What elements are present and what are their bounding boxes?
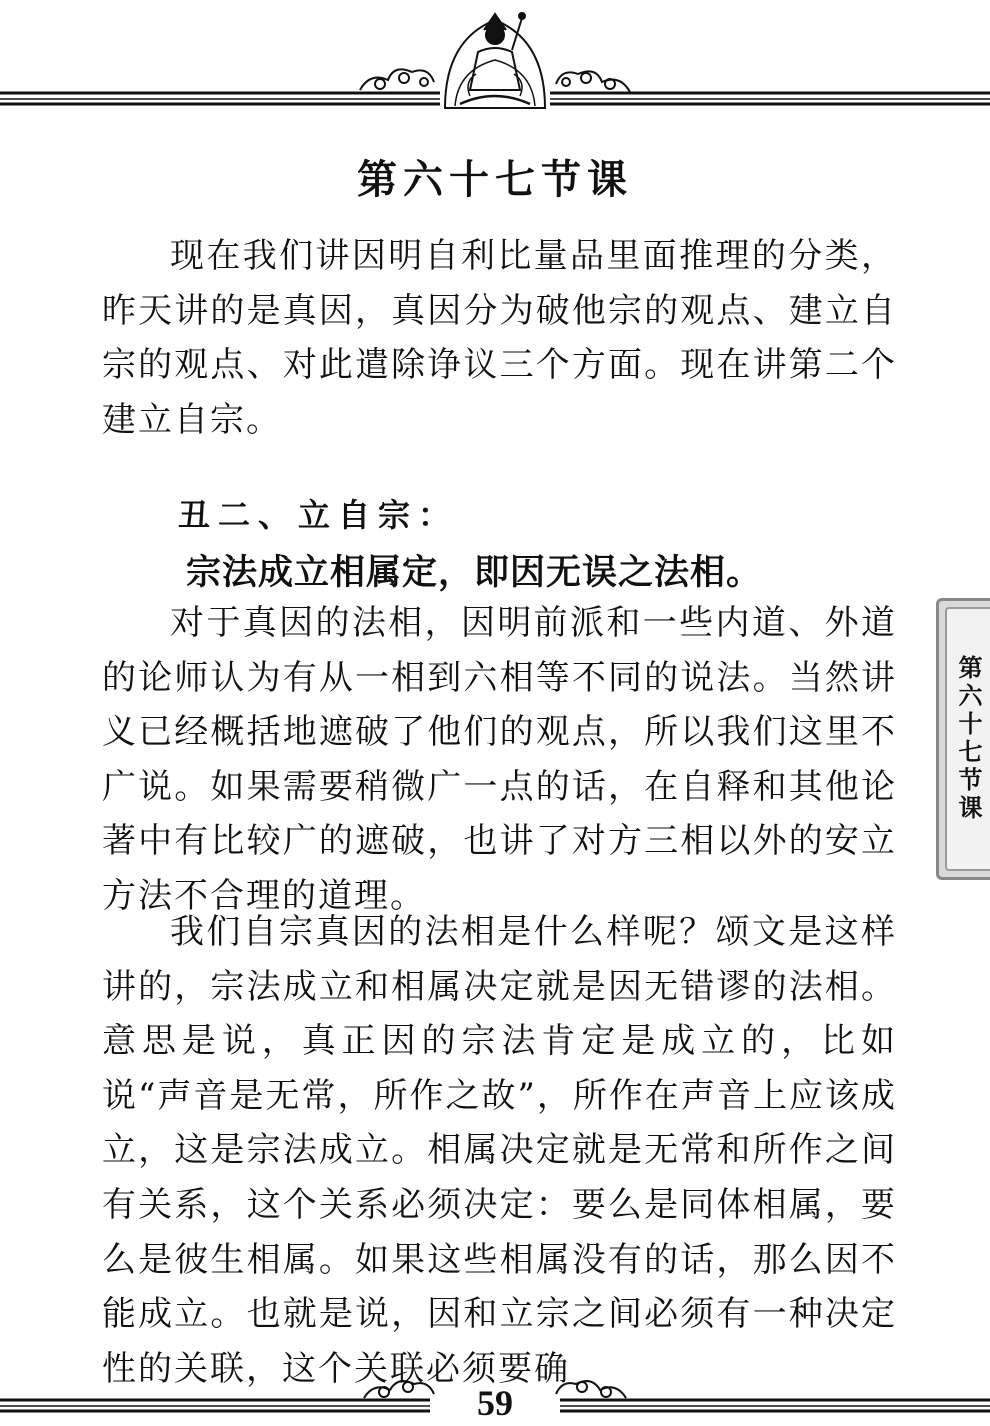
section-heading: 丑二、立自宗：: [178, 496, 459, 534]
page-number: 59: [477, 1383, 513, 1423]
body-paragraph-3: 我们自宗真因的法相是什么样呢？颂文是这样讲的，宗法成立和相属决定就是因无错谬的法相。意思是说，真正因的宗法肯定是成立的，比如说“声音是无常，所作之故”，所作在声音上应该成立，这是宗法成立。相属决定就是无常和所作之间有关系，这个关系必须决定：要么是同体相属，要么是彼生相属。如果这些相属没有的话，那么因不能成立。也就是说，因和立宗之间必须有一种决定性的关联，这个关联必须要确: [102, 912, 897, 1389]
cloud-scroll-right-icon: [556, 71, 630, 92]
body-paragraph-1: 现在我们讲因明自利比量品里面推理的分类，昨天讲的是真因，真因分为破他宗的观点、建立自宗的观点、对此遣除诤议三个方面。现在讲第二个建立自宗。: [102, 236, 897, 440]
body-paragraph-2: 对于真因的法相，因明前派和一些内道、外道的论师认为有从一相到六相等不同的说法。当然讲义已经概括地遮破了他们的观点，所以我们这里不广说。如果需要稍微广一点的话，在自释和其他论著中有比较广的遮破，也讲了对方三相以外的安立方法不合理的道理。: [102, 603, 897, 916]
seated-deity-icon: [445, 13, 545, 108]
chapter-side-tab-label: 第六十七节课: [945, 607, 990, 871]
cloud-scroll-left-icon: [360, 69, 434, 90]
chapter-side-tab: [936, 598, 990, 880]
header-ornament: [0, 0, 990, 112]
verse-text: 宗法成立相属定，即因无误之法相。: [186, 553, 763, 593]
page-title: 第六十七节课: [357, 156, 633, 203]
